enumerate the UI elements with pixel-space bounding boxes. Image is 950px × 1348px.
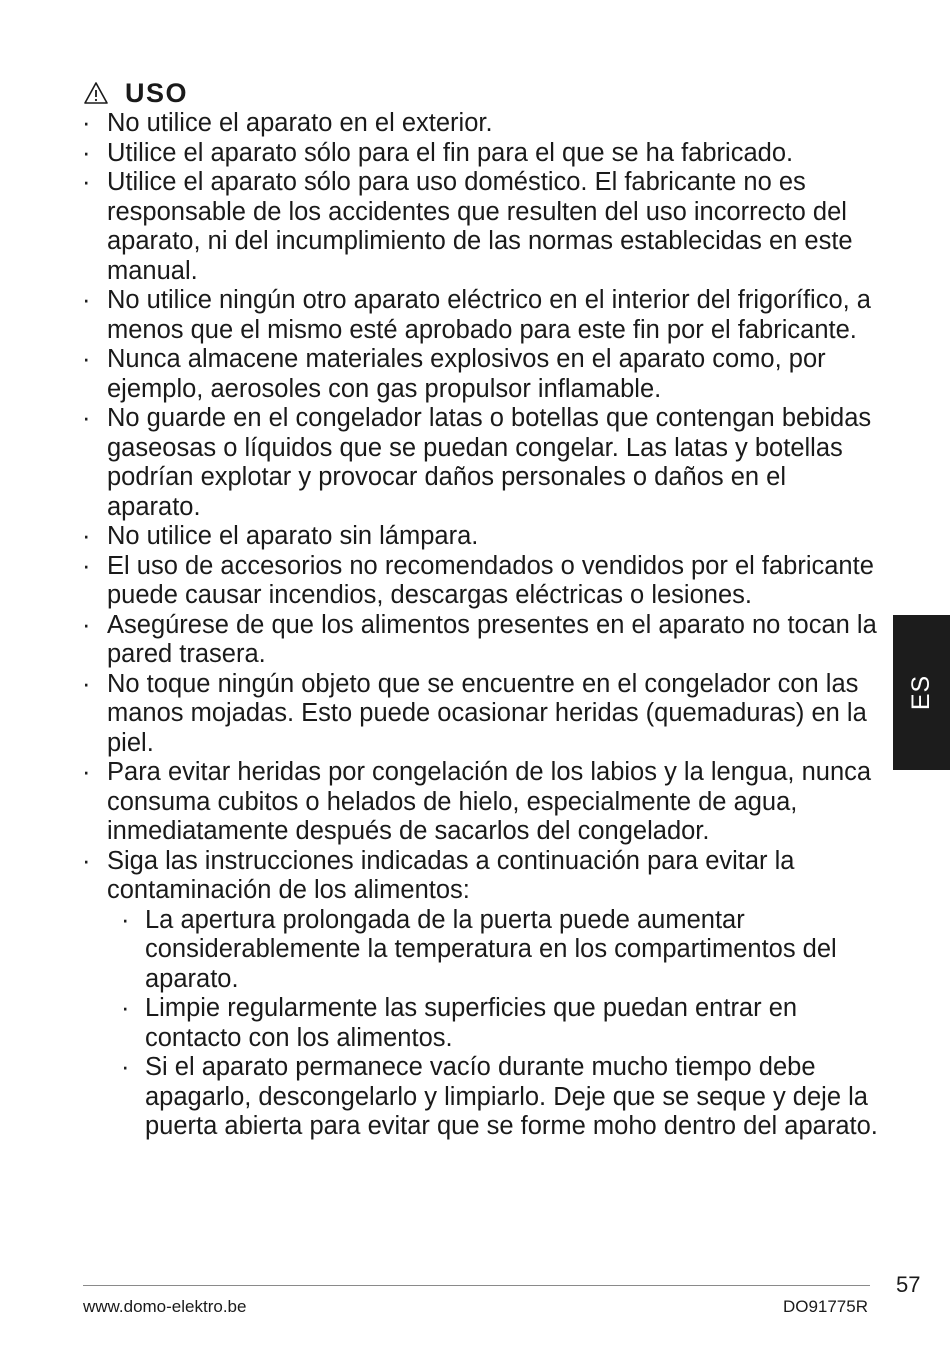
section-heading xyxy=(83,76,188,110)
sublist-item: · Si el aparato permanece vacío durante mucho tiempo debe apagarlo, descongelarlo y limpiarlo. Deje que se seque y deje la puerta abierta para evitar que se forme moho dentro del aparato. xyxy=(119,1053,880,1142)
sublist-item: · Limpie regularmente las superficies que puedan entrar en contacto con los alimentos. xyxy=(119,994,880,1053)
list-item: · No utilice el aparato sin lámpara. xyxy=(80,522,880,552)
sublist-item: · La apertura prolongada de la puerta puede aumentar considerablemente la temperatura en los compartimentos del aparato. xyxy=(119,906,880,995)
list-item: · Nunca almacene materiales explosivos en el aparato como, por ejemplo, aerosoles con gas propulsor inflamable. xyxy=(80,345,880,404)
list-item-text: Siga las instrucciones indicadas a continuación para evitar la contaminación de los alimentos: xyxy=(107,846,795,904)
list-item: · Utilice el aparato sólo para el fin para el que se ha fabricado. xyxy=(80,139,880,169)
page-number: 57 xyxy=(896,1272,921,1297)
list-item: · Asegúrese de que los alimentos presentes en el aparato no tocan la pared trasera. xyxy=(80,611,880,670)
list-item: · No guarde en el congelador latas o botellas que contengan bebidas gaseosas o líquidos que se puedan congelar. Las latas y botellas podrían explotar y provocar daños personales o daños en el aparato. xyxy=(80,404,880,522)
language-tab xyxy=(893,615,950,770)
list-item-with-subitems xyxy=(80,847,880,1142)
footer-model-number: DO91775R xyxy=(782,1297,868,1316)
language-tab-label: ES xyxy=(906,674,935,711)
list-item: · El uso de accesorios no recomendados o vendidos por el fabricante puede causar incendios, descargas eléctricas o lesiones. xyxy=(80,552,880,611)
usage-instructions-list xyxy=(80,109,880,1142)
list-item: · Para evitar heridas por congelación de los labios y la lengua, nunca consuma cubitos o helados de hielo, especialmente de agua, inmediatamente después de sacarlos del congelador. xyxy=(80,758,880,847)
contamination-sublist xyxy=(107,906,880,1142)
footer-divider xyxy=(83,1285,870,1286)
list-item: · No toque ningún objeto que se encuentre en el congelador con las manos mojadas. Esto puede ocasionar heridas (quemaduras) en la piel. xyxy=(80,670,880,759)
list-item: · No utilice ningún otro aparato eléctrico en el interior del frigorífico, a menos que el mismo esté aprobado para este fin por el fabricante. xyxy=(80,286,880,345)
section-title: USO xyxy=(125,78,189,108)
list-item: · Utilice el aparato sólo para uso doméstico. El fabricante no es responsable de los accidentes que resulten del uso incorrecto del aparato, ni del incumplimiento de las normas establecidas en este manual. xyxy=(80,168,880,286)
warning-triangle-icon xyxy=(83,81,109,105)
list-item: · No utilice el aparato en el exterior. xyxy=(80,109,880,139)
footer-website: www.domo-elektro.be xyxy=(83,1297,247,1316)
